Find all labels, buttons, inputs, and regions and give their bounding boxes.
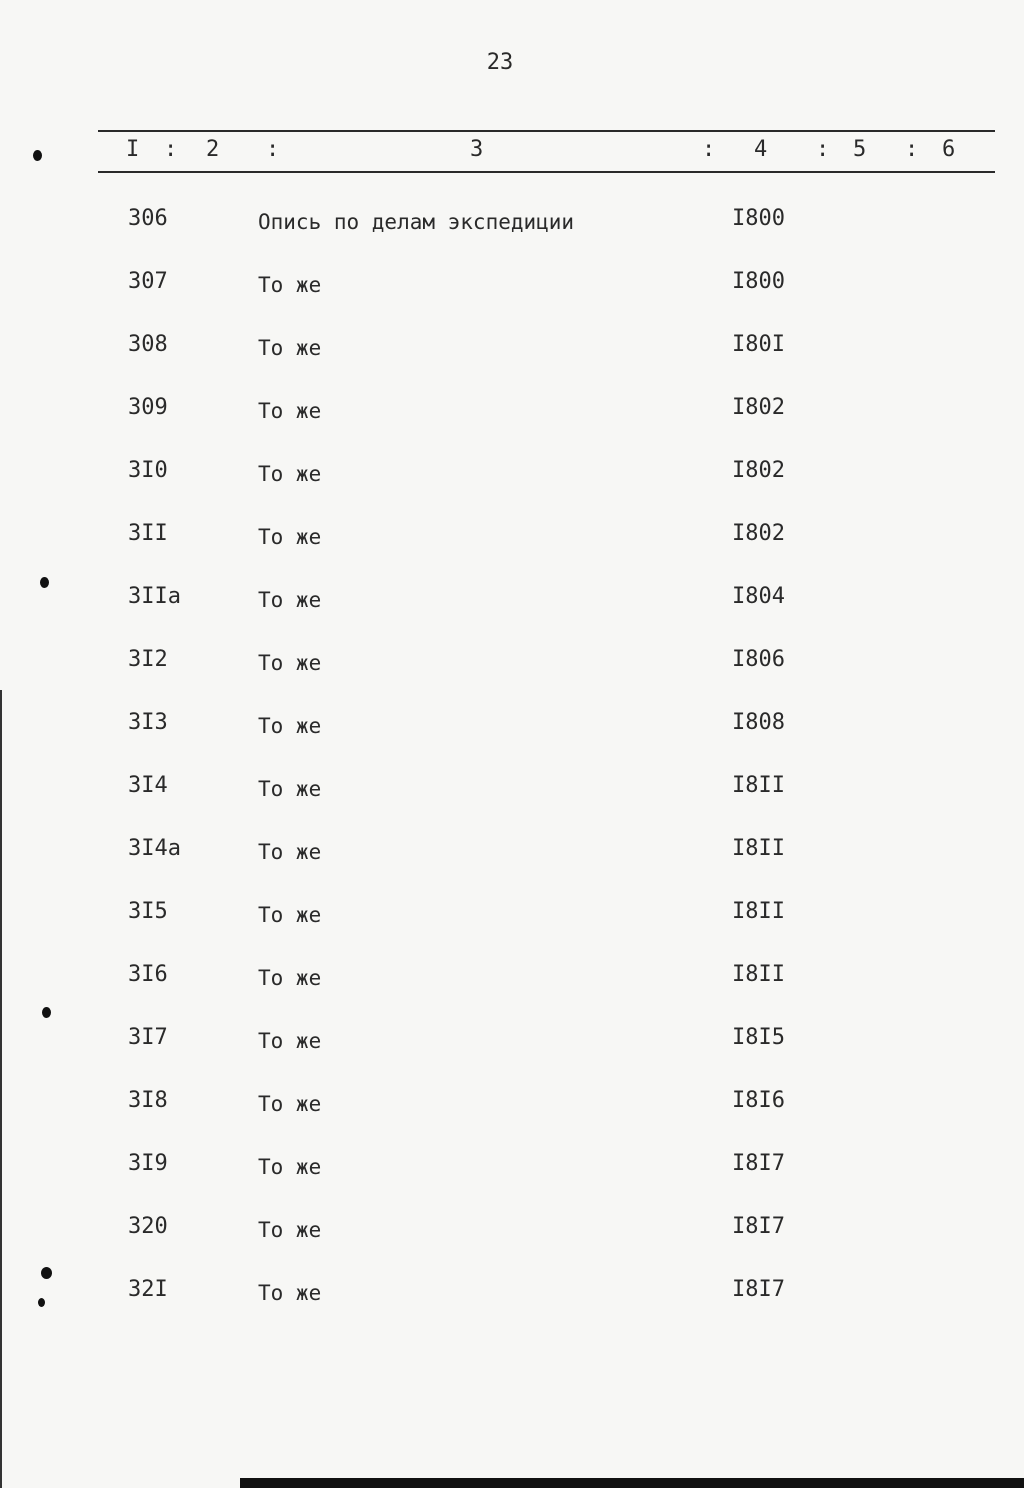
table-row bbox=[0, 458, 1024, 498]
table-header bbox=[0, 137, 1024, 165]
punch-hole-mark bbox=[40, 577, 49, 588]
punch-hole-mark bbox=[41, 1267, 52, 1279]
table-row bbox=[0, 269, 1024, 309]
record-title: То же bbox=[258, 588, 322, 612]
header-separator: : bbox=[266, 137, 280, 162]
record-year: I8I7 bbox=[732, 1277, 785, 1302]
scan-edge bbox=[240, 1478, 1024, 1488]
table-row bbox=[0, 1277, 1024, 1317]
punch-hole-mark bbox=[33, 150, 42, 161]
record-year: I8II bbox=[732, 899, 785, 924]
record-year: I8I5 bbox=[732, 1025, 785, 1050]
header-col-1: I bbox=[126, 137, 140, 162]
header-col-3: 3 bbox=[470, 137, 484, 162]
record-title: То же bbox=[258, 1281, 322, 1305]
table-row bbox=[0, 332, 1024, 372]
record-year: I800 bbox=[732, 269, 785, 294]
table-row bbox=[0, 836, 1024, 876]
record-year: I8I7 bbox=[732, 1151, 785, 1176]
record-number: 3I3 bbox=[128, 710, 168, 735]
record-number: 3I4a bbox=[128, 836, 181, 861]
table-row bbox=[0, 1025, 1024, 1065]
table-top-rule bbox=[98, 130, 995, 132]
record-title: То же bbox=[258, 462, 322, 486]
table-header-rule bbox=[98, 171, 995, 173]
table-row bbox=[0, 1151, 1024, 1191]
punch-hole-mark bbox=[42, 1007, 51, 1018]
record-year: I802 bbox=[732, 458, 785, 483]
record-year: I800 bbox=[732, 206, 785, 231]
header-col-2: 2 bbox=[206, 137, 220, 162]
table-row bbox=[0, 647, 1024, 687]
record-year: I8II bbox=[732, 836, 785, 861]
table-row bbox=[0, 962, 1024, 1002]
record-number: 3II bbox=[128, 521, 168, 546]
header-separator: : bbox=[816, 137, 830, 162]
record-title: То же bbox=[258, 1218, 322, 1242]
record-number: 3I7 bbox=[128, 1025, 168, 1050]
record-year: I806 bbox=[732, 647, 785, 672]
record-year: I8II bbox=[732, 773, 785, 798]
record-number: 308 bbox=[128, 332, 168, 357]
table-row bbox=[0, 206, 1024, 246]
record-number: 320 bbox=[128, 1214, 168, 1239]
table-row bbox=[0, 521, 1024, 561]
record-year: I80I bbox=[732, 332, 785, 357]
record-title: То же bbox=[258, 966, 322, 990]
record-title: То же bbox=[258, 336, 322, 360]
record-number: 32I bbox=[128, 1277, 168, 1302]
record-number: 3I6 bbox=[128, 962, 168, 987]
header-col-4: 4 bbox=[754, 137, 768, 162]
record-title: То же bbox=[258, 1029, 322, 1053]
record-title: То же bbox=[258, 903, 322, 927]
record-number: 3I0 bbox=[128, 458, 168, 483]
record-title: То же bbox=[258, 525, 322, 549]
record-number: 3I4 bbox=[128, 773, 168, 798]
record-number: 306 bbox=[128, 206, 168, 231]
record-number: 309 bbox=[128, 395, 168, 420]
header-col-5: 5 bbox=[853, 137, 867, 162]
record-number: 3I9 bbox=[128, 1151, 168, 1176]
record-title: То же bbox=[258, 651, 322, 675]
record-number: 3I2 bbox=[128, 647, 168, 672]
header-separator: : bbox=[905, 137, 919, 162]
header-separator: : bbox=[164, 137, 178, 162]
record-title: То же bbox=[258, 714, 322, 738]
record-number: 3IIa bbox=[128, 584, 181, 609]
header-col-6: 6 bbox=[942, 137, 956, 162]
record-year: I8I7 bbox=[732, 1214, 785, 1239]
record-title: То же bbox=[258, 1092, 322, 1116]
table-row bbox=[0, 1088, 1024, 1128]
record-number: 3I8 bbox=[128, 1088, 168, 1113]
record-year: I802 bbox=[732, 521, 785, 546]
punch-hole-mark bbox=[38, 1298, 45, 1307]
table-row bbox=[0, 1214, 1024, 1254]
page-number: 23 bbox=[486, 50, 514, 75]
record-title: То же bbox=[258, 840, 322, 864]
record-title: То же bbox=[258, 777, 322, 801]
record-title: Опись по делам экспедиции bbox=[258, 210, 575, 234]
record-year: I808 bbox=[732, 710, 785, 735]
record-year: I8II bbox=[732, 962, 785, 987]
record-number: 3I5 bbox=[128, 899, 168, 924]
table-row bbox=[0, 899, 1024, 939]
record-year: I804 bbox=[732, 584, 785, 609]
record-title: То же bbox=[258, 273, 322, 297]
table-row bbox=[0, 710, 1024, 750]
table-row bbox=[0, 584, 1024, 624]
record-number: 307 bbox=[128, 269, 168, 294]
record-year: I8I6 bbox=[732, 1088, 785, 1113]
header-separator: : bbox=[702, 137, 716, 162]
record-title: То же bbox=[258, 399, 322, 423]
table-row bbox=[0, 773, 1024, 813]
record-title: То же bbox=[258, 1155, 322, 1179]
scan-edge bbox=[0, 690, 2, 1488]
table-row bbox=[0, 395, 1024, 435]
record-year: I802 bbox=[732, 395, 785, 420]
